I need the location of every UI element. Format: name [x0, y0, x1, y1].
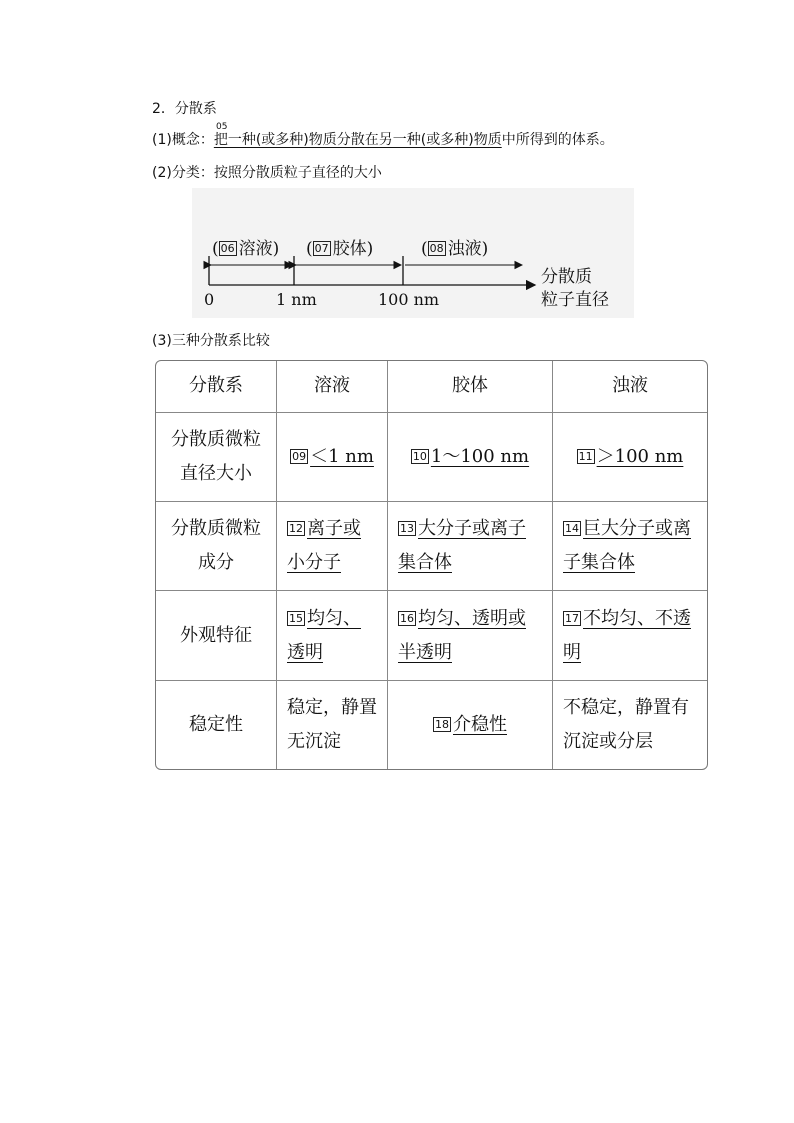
classification-diagram — [192, 188, 634, 318]
section-heading: 2．分散系 — [152, 101, 217, 117]
table-cell: 12 离子或小分子 — [277, 502, 388, 591]
table-cell: 16 均匀、透明或半透明 — [388, 591, 553, 680]
answer-number-05: 05 — [216, 122, 228, 132]
table-row — [156, 413, 707, 502]
header-cell: 胶体 — [388, 361, 553, 413]
table-header-row — [156, 361, 707, 413]
axis-label-line1: 分散质 — [541, 267, 592, 287]
table-cell: 18 介稳性 — [388, 681, 553, 769]
comparison-table — [155, 360, 708, 770]
table-cell: 不稳定，静置有沉淀或分层 — [563, 696, 689, 752]
tick-label-0: 0 — [204, 290, 215, 309]
classification-line: (2)分类：按照分散质粒子直径的大小 — [152, 165, 382, 181]
table-row — [156, 591, 707, 680]
axis-label-line2: 粒子直径 — [541, 290, 609, 310]
tick-label-1nm: 1 nm — [276, 290, 317, 309]
header-cell: 溶液 — [277, 361, 388, 413]
table-cell: 15 均匀、透明 — [277, 591, 388, 680]
table-cell: 稳定，静置无沉淀 — [277, 681, 388, 769]
diagram-label-colloid: ( 07 胶体) — [306, 239, 374, 259]
diagram-label-solution: ( 06 溶液) — [212, 239, 280, 259]
header-cell: 浊液 — [553, 361, 707, 413]
diagram-label-suspension: ( 08 浊液) — [421, 239, 489, 259]
concept-line — [152, 122, 614, 149]
table-cell: 10 1～100 nm — [388, 413, 553, 502]
table-cell: 14 巨大分子或离子集合体 — [553, 502, 707, 591]
table-cell: 09 ＜1 nm — [277, 413, 388, 502]
table-cell: 11 ＞100 nm — [553, 413, 707, 502]
row-label: 分散质微粒成分 — [156, 502, 277, 591]
concept-prefix: (1)概念： — [152, 132, 214, 148]
table-cell: 17 不均匀、不透明 — [553, 591, 707, 680]
row-label: 稳定性 — [156, 681, 277, 769]
concept-definition: 把一种(或多种)物质分散在另一种(或多种)物质 — [213, 132, 502, 148]
concept-suffix: 中所得到的体系。 — [501, 132, 614, 148]
comparison-title: (3)三种分散系比较 — [152, 333, 270, 349]
table-row — [156, 502, 707, 591]
table-row — [156, 681, 707, 769]
row-label: 外观特征 — [156, 591, 277, 680]
row-label: 分散质微粒直径大小 — [156, 413, 277, 502]
header-cell: 分散系 — [156, 361, 277, 413]
tick-label-100nm: 100 nm — [378, 290, 440, 309]
table-cell: 13 大分子或离子集合体 — [388, 502, 553, 591]
